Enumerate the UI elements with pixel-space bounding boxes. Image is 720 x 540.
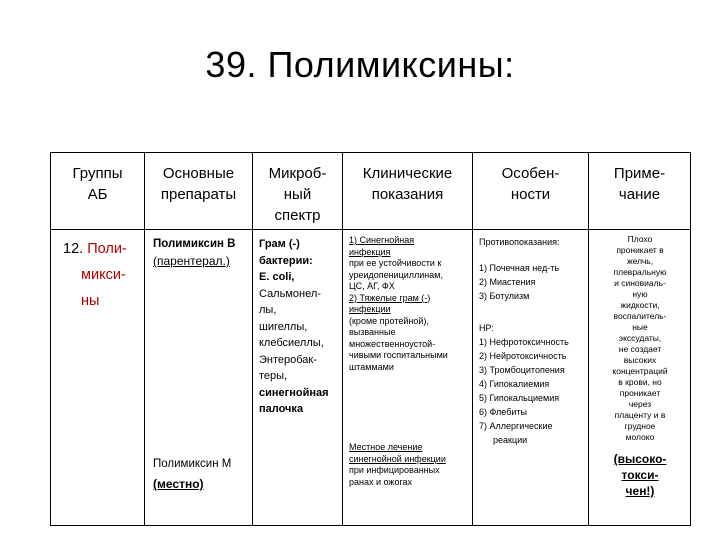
header-note [589,153,691,230]
drug-polymyxin-m: Полимиксин М [153,458,232,470]
indication-line-5: ЦС, АГ, ФХ [349,281,395,291]
group-name-line-3: ны [81,293,100,309]
contraindication-2: 2) Миастения [479,277,536,287]
table-row [51,230,691,526]
indication-line-1: 1) Синегнойная [349,235,415,245]
features-cell [473,230,589,526]
spectrum-line-1: Грам (-) [259,238,300,250]
local-indication-line-1: Местное лечение [349,442,423,452]
header-spectrum-line-1: Микроб- [268,165,327,182]
note-line-13: концентраций [612,366,668,376]
contraindication-1: 1) Почечная нед-ть [479,263,560,273]
group-name-line-2: микси- [81,267,126,283]
note-line-8: воспалитель- [613,311,667,321]
note-line-16: через [628,399,652,409]
header-drugs [145,153,253,230]
side-effect-3: 3) Тромбоцитопения [479,365,565,375]
side-effect-7: 7) Аллергические [479,421,553,431]
spectrum-cell [253,230,343,526]
group-cell [51,230,145,526]
note-line-18: грудное [624,421,656,431]
note-line-17: плаценту и в [614,410,666,420]
indication-line-11: чивыми госпитальными [349,350,448,360]
local-indication-line-2: синегнойной инфекции [349,453,446,464]
note-toxic-line-2: токси- [621,468,659,482]
note-line-12: высоких [623,355,657,365]
header-drugs-line-1: Основные [162,165,235,182]
header-spectrum-line-2: ный [283,186,312,203]
header-indications-line-1: Клинические [362,165,453,182]
note-line-5: и синовиаль- [614,278,666,288]
note-line-11: не создает [618,344,662,354]
spectrum-line-2: бактерии: [259,254,313,267]
spectrum-line-9: теры, [259,370,288,382]
spectrum-line-5: лы, [259,304,277,316]
header-groups-line-2: АБ [87,186,108,203]
note-line-2: проникает в [616,245,664,255]
spectrum-line-4: Сальмонел- [259,287,321,300]
header-groups [51,153,145,230]
spectrum-line-10: синегнойная [259,386,329,399]
note-line-9: ные [632,322,648,332]
side-effect-1: 1) Нефротоксичность [479,337,569,347]
indications-cell [343,230,473,526]
spectrum-line-6: шигеллы, [259,320,308,333]
drug-polymyxin-b: Полимиксин В [153,238,236,250]
note-line-3: желчь, [626,256,654,266]
indication-line-12: штаммами [349,361,394,372]
note-toxic-line-3: чен!) [625,484,655,498]
header-spectrum [253,153,343,230]
contraindication-3: 3) Ботулизм [479,291,530,301]
side-effect-2: 2) Нейротоксичность [479,351,567,361]
note-line-15: проникает [619,388,661,398]
header-indications [343,153,473,230]
note-line-1: Плохо [627,234,653,244]
side-effect-7-cont: реакции [493,435,528,445]
header-note-line-2: чание [618,186,661,203]
note-toxic-line-1: (высоко- [613,452,667,466]
header-features [473,153,589,230]
slide-title: 39. Полимиксины: [205,44,515,85]
group-number: 12. [63,241,84,257]
header-groups-line-1: Группы [72,165,123,182]
header-note-line-1: Приме- [613,165,666,182]
header-spectrum-line-3: спектр [274,207,321,224]
header-indications-line-2: показания [371,186,444,203]
note-line-4: плевральную [613,267,667,277]
local-indication-line-3: при инфицированных [349,465,440,475]
indication-line-7: инфекции [349,304,391,314]
indication-line-9: вызванные [349,327,396,337]
spectrum-line-11: палочка [259,403,304,415]
drug-polymyxin-m-route: (местно) [153,477,204,491]
spectrum-line-8: Энтеробак- [259,353,317,366]
side-effect-5: 5) Гипокальциемия [479,393,560,403]
spectrum-line-3: E. coli, [259,271,295,283]
polymyxin-table [50,152,691,526]
header-drugs-line-2: препараты [160,186,237,203]
note-line-14: в крови, но [618,377,662,387]
header-features-line-1: Особен- [501,165,560,182]
table-header-row [51,153,691,230]
side-effects-title: НР: [479,323,494,333]
note-line-7: жидкости, [620,300,660,310]
note-cell [589,230,691,526]
indication-line-3: при ее устойчивости к [349,258,442,268]
note-line-19: молоко [625,432,655,442]
note-line-10: экссудаты, [618,333,662,343]
indication-line-6: 2) Тяжелые грам (-) [349,292,431,303]
note-line-6: ную [632,289,648,299]
indication-line-2: инфекция [349,246,391,257]
group-name-line-1: Поли- [87,241,127,257]
side-effect-4: 4) Гипокалиемия [479,379,550,389]
drugs-cell [145,230,253,526]
indication-line-8: (кроме протейной), [349,315,429,326]
local-indication-line-4: ранах и ожогах [349,476,413,487]
header-features-line-2: ности [510,186,551,203]
indication-line-10: множественноустой- [349,338,436,349]
drug-polymyxin-b-route: (парентерал.) [153,254,230,268]
spectrum-line-7: клебсиеллы, [259,337,324,349]
contraindications-title: Противопоказания: [479,237,560,247]
side-effect-6: 6) Флебиты [479,407,527,417]
indication-line-4: уреидопенициллинам, [349,269,443,280]
